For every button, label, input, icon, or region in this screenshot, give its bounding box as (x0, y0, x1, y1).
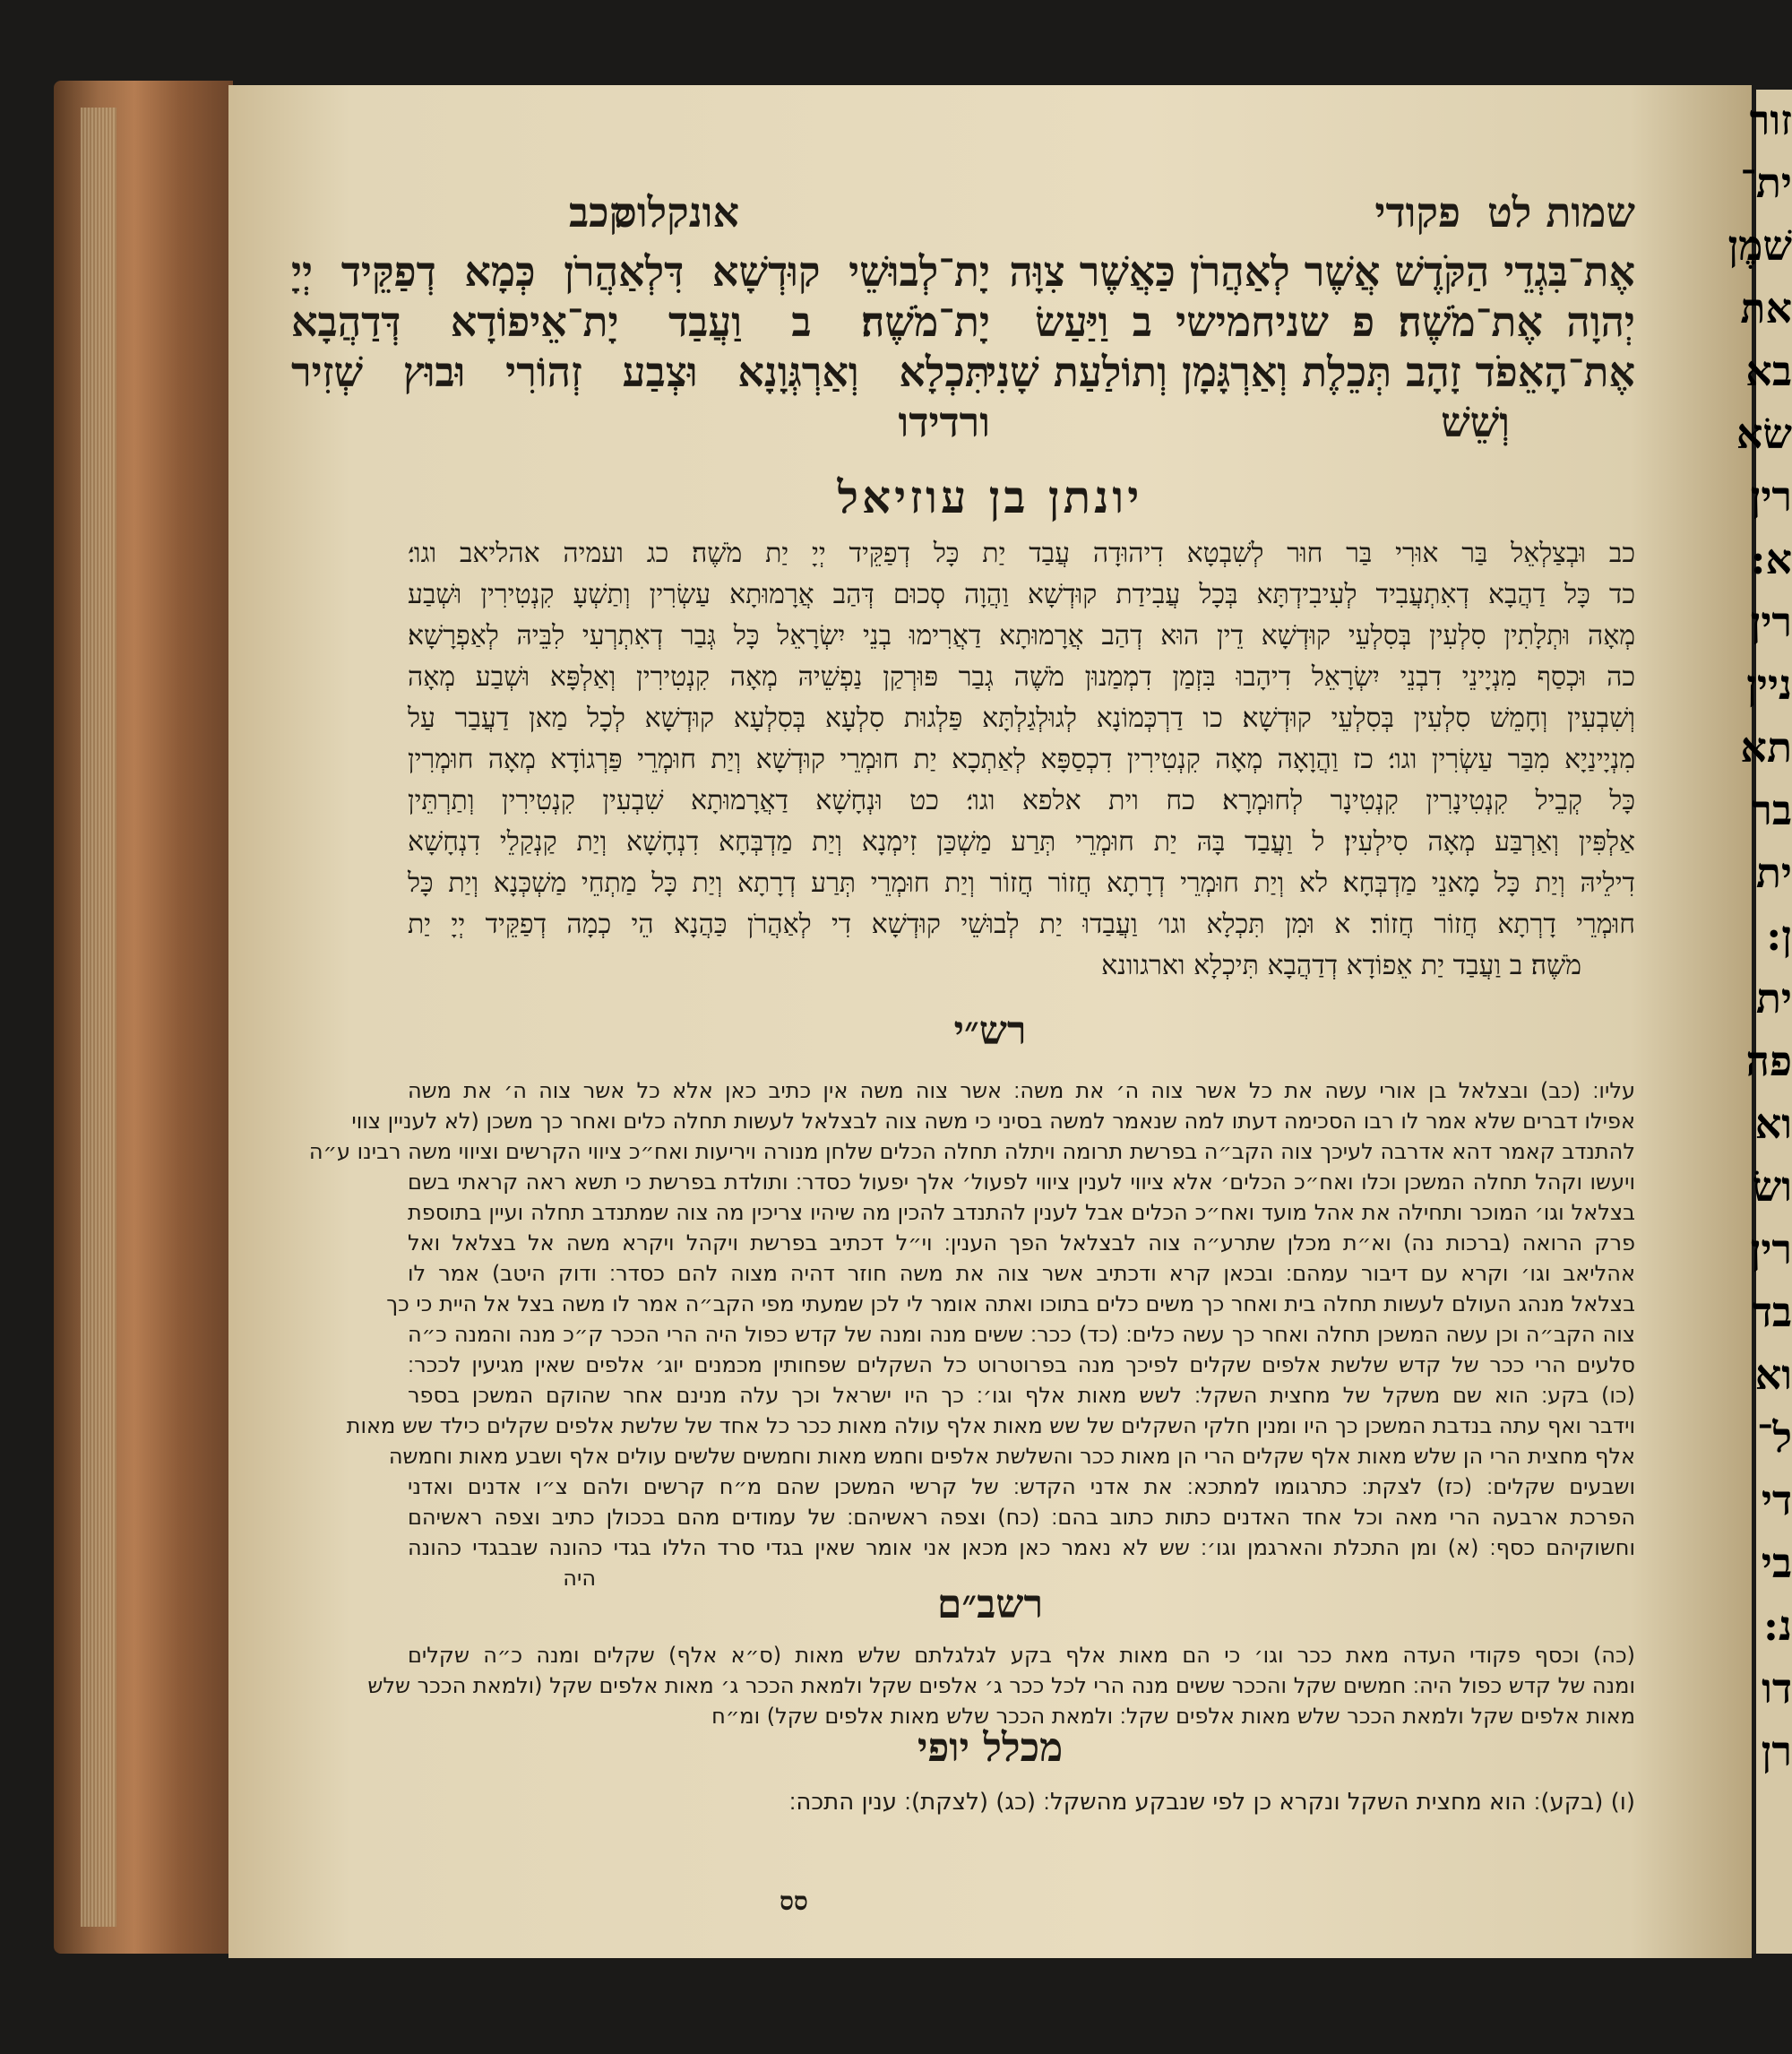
rashi-line: להתנדב קאמר דהא אדרבה לעיכך צוה הקב״ה בפרשת תרומה ויתלה תחלה הכלים שלחן מנורה ויריעות ואח״כ ציווי הקרשים וציווי משה רבינו ע״ה (308, 1139, 1635, 1164)
jonathan-line: דִילֵיהּ וְיַת כָּל מָאנֵי מַדְבְּחָא׃ לא וְיַת חוּמְרֵי דְרָתָא חֲזוֹר חֲזוֹר וְיַת חוּמְרֵי תְּרַע דְרָתָא וְיַת כָּל מַתְחֵי מַשְׁכְּנָא וְיַת כָּל (408, 867, 1635, 899)
rashi-line: וחשוקיהם כסף׃ (א) ומן התכלת והארגמן וגו׳׃ שש לא נאמר כאן מכאן אני אומר שאין בגדי סרד הללו בגדי כהונה שבבגדי כהונה (408, 1535, 1635, 1560)
rashi-line: הפרכת ארבעה הרי מאה וכל אחד האדנים כתות כתוב בהם׃ (כח) וצפה ראשיהם׃ של עמודים מהם בככולן כתיב וצפה ראשיהם (408, 1505, 1635, 1530)
next-page-fragment: פה (1745, 1037, 1792, 1085)
jonathan-text (408, 533, 1635, 987)
next-page-fragment: ושׂ (1752, 1162, 1792, 1211)
next-page-fragment: בד (1752, 1288, 1792, 1336)
main-text-line: אֶת־בִּגְדֵי הַקֹּדֶשׁ אֲשֶׁר לְאַהֲרֹן כַּאֲשֶׁר צִוָּה (1009, 247, 1635, 296)
next-page-fragment: די (1761, 1476, 1792, 1524)
next-page-fragment: בר (1752, 786, 1792, 834)
targum-line: תִּכְלָא וְאַרְגְּוָנָא וּצְבַע זְהוֹרִי וּבוּץ שְׁזִיר (291, 348, 990, 396)
rashi-line: אפילו דברים שלא אמר לו רבו הסכימה דעתו למה שנאמר למשה בסיני כי משה צוה לבצלאל לעשות תחלה כלים ואחר כך משכן (לא לעניין צווי (351, 1109, 1635, 1134)
jonathan-line: מֹשֶׁה׃ ב וַעֲבַד יַת אֵפוֹדָא דְדַהֲבָא תִּיכְלָא וארגוונא (1101, 950, 1581, 981)
targum-line: ורדידו (898, 398, 990, 446)
next-page-fragment: רין (1750, 472, 1792, 521)
rashi-line: סלעים הרי ככר של קדש שלשת אלפים שקלים לפיכך מנה בפרוטרוט כל השקלים שפחותין מכמנים יוג׳ אלפים שאין מגיעין לככר׃ (408, 1352, 1635, 1377)
rashi-line: אהליאב וגו׳ וקרא עם דיבור עמהם׃ ובכאן קרא ודכתיב אשר צוה את משה חוזר דהיה מצוה להם כסדר׃ ודוק היטב) אמר לו (408, 1261, 1635, 1286)
rashi-line: ויעשו וקהל תחלה המשכן וכלו ואח״כ הכלים׳ אלא ציווי לענין ציווי לפעול׳ אלך יפעול כסדר׃ ותולדת בפרשת כי תשא ראה קראתי בשם (408, 1169, 1635, 1195)
michlal-yofi-title: מכלל יופי (917, 1725, 1064, 1771)
next-page-fragment: ן: (1766, 911, 1792, 960)
rashbam-title: רשב״ם (936, 1582, 1044, 1627)
page-number: קכב (569, 188, 632, 237)
jonathan-line: כָּל קְבֵיל קִנְטִינָרִין קִנְטִינָר לְחוּמְרָא׃ כח וית אלפא וגו׳׃ כט וּנְחָשָׁא דַאֲרָמוּתָא שִׁבְעִין קִנְטִירִין וְתַרְתֵּין (408, 785, 1635, 816)
parasha-title: פקודי (1374, 188, 1460, 237)
next-page-fragment: א: (1750, 535, 1792, 583)
next-page-fragment: זור (1749, 96, 1792, 144)
rashbam-line: (כה) וכסף פקודי העדה מאת ככר וגו׳ כי הם מאות אלף בקע לגלגלתם שלש מאות (ס״א אלף) שקלים ומנה כ״ה שקלים (408, 1643, 1635, 1668)
next-page-fragment: תא (1740, 723, 1792, 772)
jonathan-line: כד כָּל דַהֲבָא דְאִתְעֲבִיד לְעִיבִידְתָּא בְּכָל עֲבִידַת קוּדְשָׁא וַהֲוָה סְכוּם דְּהַב אֲרָמוּתָא עַשְׂרִין וְתַשְׁעָ קִנְטִירִין וּשְׁבַע (408, 579, 1635, 610)
next-page-fragment: נ: (1763, 1601, 1792, 1650)
next-page-edge (1727, 90, 1792, 1954)
book-chapter-title: שמות לט (1487, 188, 1635, 237)
page-edges (81, 108, 116, 1927)
rashbam-line: מאות אלפים שקל ולמאת הככר שלש מאות אלפים שקל׃ ולמאת הככר שלש מאות אלפים שקל) ומ״ח (711, 1704, 1635, 1729)
next-page-fragment: בי (1761, 1539, 1792, 1587)
targum-title: אונקלוס (613, 188, 739, 237)
next-page-fragment: ל־ (1756, 1413, 1792, 1462)
next-page-fragment: רן (1761, 1727, 1792, 1775)
next-page-fragment: ית (1755, 974, 1792, 1023)
targum-line: יָת־לְבוּשֵׁי קוּדְשָׁא דִּלְאַהֲרֹן כְּמָא דְפַקֵּיד יְיָ (291, 247, 990, 296)
jonathan-line: מְאָה וּתְלָתִין סִלְעִין בְּסִלְעֵי קוּדְשָׁא דֵין הוּא דְהַב אֲרָמוּתָא דַאֲרִימוּ בְנֵי יִשְׂרָאֵל כָּל גְּבַר דְאִתְרְעִי לִבֵּיהּ לְאַפְרָשָׁא׃ (408, 620, 1635, 652)
jonathan-line: חוּמְרֵי דָרְתָא חֲזוֹר חֲזוֹר׃ א וּמִן תִּכְלָא וגו׳ וַעֲבַדוּ יַת לְבוּשֵׁי קוּדְשָׁא דִי לְאַהֲרֹן כַּהֲנָא הֵי כְמָה דְפַקֵּיד יְיָ יַת (408, 909, 1635, 940)
next-page-fragment: דו (1762, 1664, 1792, 1713)
rashi-line: היה (563, 1566, 596, 1591)
next-page-fragment: בא (1745, 347, 1792, 395)
next-page-fragment: וא (1754, 1351, 1792, 1399)
next-page-fragment: רין (1750, 598, 1792, 646)
jonathan-line: וְשִׁבְעִין וְחָמֵשׁ סִלְעִין בְּסִלְעֵי קוּדְשָׁא׃ כו דַרְכְּמוֹנָא לְגוּלְגַלְתָּא פַּלְגוּת סִלְעָא בְּסִלְעָא קוּדְשָׁא לְכָל מַאן דַעֲבַר עַל (408, 703, 1635, 734)
targum-column (291, 246, 990, 447)
book-page (228, 85, 1752, 1958)
next-page-fragment: שׁמֶן (1727, 221, 1792, 270)
rashi-line: עליו׃ (כב) ובצלאל בן אורי עשה את כל אשר צוה ה׳ את משה׃ אשר צוה משה אין כתיב כאן אלא כל אשר צוה ה׳ את משה (408, 1078, 1635, 1103)
michlal-yofi-line: (ו) (בקע)׃ הוא מחצית השקל ונקרא כן לפי שנבקע מהשקל׃ (כג) (לצקת)׃ ענין התכה׃ (788, 1789, 1635, 1816)
signature-mark: סס (780, 1886, 808, 1916)
rashi-line: אלף מחצית הרי הן שלש מאות אלף שקלים הרי הן מאות ככר והשלשת אלפים וחמש מאות וחמשים שלשים עולים אלף ושבע מאות וחמשה (388, 1444, 1635, 1469)
rashi-line: (כו) בקע׃ הוא שם משקל של מחצית השקל׃ לשש מאות אלף וגו׳׃ כך היו ישראל וכך עלה מנינם אחר שהוקם המשכן בספר (408, 1383, 1635, 1408)
jonathan-line: מִנְיָינַיָא מִבַּר עַשְׂרִין וגו׳׃ כז וַהֲוָאָה מְאָה קִנְטִירִין דִכְסַפָּא לְאַתְכָא יַת חוּמְרֵי קוּדְשָׁא וְיַת חוּמְרֵי פַּרְגוֹדָא מְאָה חוּמְרִין (408, 744, 1635, 775)
next-page-fragment: את (1740, 284, 1792, 332)
next-page-fragment: ניין (1746, 660, 1792, 709)
rashi-line: בצלאל מנהג העולם לעשות תחלה בית ואחר כך משים כלים בתוכו ואתה אומר לי לכן שמעתי מפי הקב״ה אמר לו משה בצל אל היית כי כך (386, 1291, 1635, 1316)
rashi-line: פרק הרואה (ברכות נה) וא״ת מכלן שתרע״ה צוה לבצלאל הפך הענין׃ וי״ל דכתיב בפרשת ויקהל ויקרא משה אל בצלאל ואל (408, 1230, 1635, 1256)
running-head (533, 188, 1635, 242)
main-text-column (986, 246, 1635, 447)
main-text-line: וְשֵׁשׁ (1441, 398, 1510, 446)
rashbam-line: ומנה של קדש כפול היה׃ חמשים שקל והככר ששים מנה הרי לכל ככר ג׳ אלפים שקל ולמאת הככר ג׳ מאות אלפים שקל (ולמאת הככר שלש (367, 1673, 1635, 1698)
next-page-fragment: רין (1750, 1225, 1792, 1273)
targum-line: יָת־מֹשֶׁה׃ ב וַעֲבַד יָת־אֵיפוֹדָא דְּדַהֲבָא (291, 298, 990, 346)
rashbam-text (367, 1640, 1635, 1731)
next-page-fragment: ית (1755, 849, 1792, 897)
michlal-yofi-text (408, 1786, 1635, 1818)
rashi-text (308, 1075, 1635, 1593)
rashi-line: ושבעים שקלים׃ (כז) לצקת׃ כתרגומו למתכא׃ את אדני הקדש׃ של קרשי המשכן שהם מ״ח קרשים ולהם צ״ו אדנים ואדני (408, 1474, 1635, 1499)
main-text-line: אֶת־הָאֵפֹד זָהָב תְּכֵלֶת וְאַרְגָּמָן וְתוֹלַעַת שָׁנִי (986, 348, 1635, 396)
next-page-fragment: וא (1754, 1100, 1792, 1148)
jonathan-line: אַלְפִּין וְאַרְבַּע מְאָה סִילְעִין׃ ל וַעֲבַד בָּהּ יַת חוּמְרֵי תְּרַע מַשְׁכַּן זִימְנָא וְיַת מַדְבְּחָא דִנְחָשָׁא וְיַת קַנְקַלֵי דִנְחָשָׁא (408, 826, 1635, 858)
rashi-line: בצלאל וגו׳ המוכר ותחילה את אהל מועד ואח״כ הכלים אבל לענין להתנדב להכין מה שיהיו צריכין מה צוה שמתנדב תחלה ועיין בתוספת (408, 1200, 1635, 1225)
jonathan-title: יונתן בן עוזיאל (837, 470, 1143, 523)
rashi-title: רש״י (953, 1008, 1027, 1054)
rashi-line: צוה הקב״ה וכן עשה המשכן תחלה ואחר כך עשה כלים׃ (כד) ככר׃ ששים מנה ומנה של קדש כפול היה הרי הככר ק״כ מנה והמנה כ״ה (408, 1322, 1635, 1347)
rashi-line: וידבר ואף עתה בנדבת המשכן כך היו ומנין חלקי השקלים של שש מאות אלף עולה מאות ככר כל אחד של שלשת אלפים שקלים כילד שש מאות (346, 1413, 1635, 1438)
jonathan-line: כה וּכְסַף מִנְיָינֵי דִבְנֵי יִשְׂרָאֵל דִיהָבוּ בִּזְמַן דִמְמַנוּן מֹשֶׁה גְבַר פּוּרְקַן נַפְשֵׁיהּ מְאָה קִנְטִירִין וְאַלְפָּא וּשְׁבַע מְאָה (408, 661, 1635, 693)
jonathan-line: כב וּבְצַלְאֵל בַּר אוּרִי בַּר חוּר לְשִׁבְטָא דִיהוּדָה עֲבַד יַת כָּל דְפַקֵּיד יְיָ יַת מֹשֶׁה׃ כג ועמיה אהליאב וגו׳׃ (408, 538, 1635, 569)
next-page-fragment: שׂא (1736, 410, 1792, 458)
next-page-fragment: ית־ (1740, 159, 1792, 207)
main-text-line: יְהוָה אֶת־מֹשֶׁה׃ פ שניחמישי ב וַיַּעַשׂ (1035, 298, 1635, 346)
